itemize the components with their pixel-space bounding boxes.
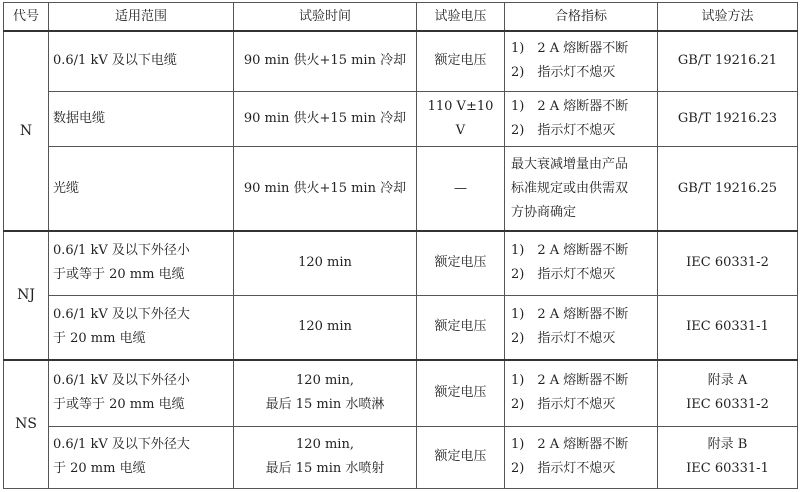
fire-resistance-test-table bbox=[3, 2, 798, 489]
criteria-cell-line: 1) 2 A 熔断器不断 bbox=[511, 437, 629, 453]
criteria-cell bbox=[505, 426, 658, 488]
scope-cell bbox=[49, 426, 234, 488]
test-method-cell-line: 附录 B bbox=[707, 437, 748, 453]
criteria-cell-line: 1) 2 A 熔断器不断 bbox=[511, 307, 629, 323]
criteria-cell-line: 标准规定或由供需双 bbox=[511, 180, 629, 196]
test-voltage-cell: 110 V±10 V bbox=[417, 91, 505, 147]
scope-cell bbox=[49, 91, 234, 147]
criteria-cell bbox=[505, 147, 658, 231]
scope-cell-line: 于或等于 20 mm 电缆 bbox=[53, 397, 185, 413]
scope-cell-line: 0.6/1 kV 及以下电缆 bbox=[53, 53, 177, 69]
test-method-cell bbox=[658, 426, 798, 488]
header-test-voltage: 试验电压 bbox=[417, 3, 505, 32]
table-row bbox=[4, 31, 798, 91]
test-voltage-cell: 额定电压 bbox=[417, 426, 505, 488]
test-time-cell-line: 90 min 供火+15 min 冷却 bbox=[243, 53, 407, 69]
test-time-cell bbox=[234, 426, 417, 488]
test-voltage-cell: 额定电压 bbox=[417, 231, 505, 295]
test-time-cell-line: 120 min, bbox=[296, 373, 354, 389]
scope-cell bbox=[49, 147, 234, 231]
test-time-cell bbox=[234, 31, 417, 91]
test-method-cell bbox=[658, 360, 798, 427]
criteria-cell-line: 2) 指示灯不熄灭 bbox=[511, 267, 616, 283]
scope-cell-line: 数据电缆 bbox=[53, 111, 106, 127]
test-method-cell bbox=[658, 31, 798, 91]
scope-cell-line: 0.6/1 kV 及以下外径小 bbox=[53, 243, 190, 259]
criteria-cell-line: 2) 指示灯不熄灭 bbox=[511, 65, 616, 81]
header-scope: 适用范围 bbox=[49, 3, 234, 32]
test-time-cell bbox=[234, 231, 417, 295]
scope-cell-line: 于 20 mm 电缆 bbox=[53, 461, 146, 477]
header-test-method: 试验方法 bbox=[658, 3, 798, 32]
test-voltage-cell: — bbox=[417, 147, 505, 231]
test-method-cell bbox=[658, 295, 798, 359]
scope-cell-line: 光缆 bbox=[53, 180, 80, 196]
test-method-cell-line: 附录 A bbox=[707, 373, 748, 389]
scope-cell-line: 0.6/1 kV 及以下外径大 bbox=[53, 437, 190, 453]
scope-cell bbox=[49, 231, 234, 295]
test-method-cell-line: GB/T 19216.25 bbox=[677, 180, 778, 196]
criteria-cell bbox=[505, 360, 658, 427]
test-method-cell-line: IEC 60331-2 bbox=[686, 397, 769, 413]
criteria-cell bbox=[505, 91, 658, 147]
scope-cell-line: 于 20 mm 电缆 bbox=[53, 331, 146, 347]
test-voltage-cell: 额定电压 bbox=[417, 295, 505, 359]
test-method-cell bbox=[658, 91, 798, 147]
test-time-cell-line: 90 min 供火+15 min 冷却 bbox=[243, 180, 407, 196]
criteria-cell-line: 1) 2 A 熔断器不断 bbox=[511, 243, 629, 259]
criteria-cell-line: 1) 2 A 熔断器不断 bbox=[511, 99, 629, 115]
test-time-cell-line: 120 min, bbox=[296, 437, 354, 453]
test-method-cell bbox=[658, 231, 798, 295]
test-method-cell-line: IEC 60331-1 bbox=[686, 461, 769, 477]
test-time-cell-line: 最后 15 min 水喷淋 bbox=[265, 397, 385, 413]
test-method-cell-line: IEC 60331-2 bbox=[686, 255, 769, 271]
header-criteria: 合格指标 bbox=[505, 3, 658, 32]
criteria-cell-line: 2) 指示灯不熄灭 bbox=[511, 331, 616, 347]
table-row bbox=[4, 147, 798, 231]
test-method-cell-line: GB/T 19216.23 bbox=[677, 111, 778, 127]
scope-cell-line: 0.6/1 kV 及以下外径小 bbox=[53, 373, 190, 389]
scope-cell bbox=[49, 295, 234, 359]
code-cell: NS bbox=[4, 360, 49, 489]
code-cell: N bbox=[4, 31, 49, 231]
criteria-cell-line: 2) 指示灯不熄灭 bbox=[511, 461, 616, 477]
test-time-cell bbox=[234, 360, 417, 427]
criteria-cell-line: 2) 指示灯不熄灭 bbox=[511, 397, 616, 413]
test-voltage-cell: 额定电压 bbox=[417, 31, 505, 91]
table-body bbox=[4, 31, 798, 489]
code-cell: NJ bbox=[4, 231, 49, 360]
table-row bbox=[4, 91, 798, 147]
table-row bbox=[4, 426, 798, 488]
criteria-cell bbox=[505, 31, 658, 91]
criteria-cell-line: 最大衰减增量由产品 bbox=[511, 156, 629, 172]
scope-cell-line: 于或等于 20 mm 电缆 bbox=[53, 267, 185, 283]
criteria-cell-line: 1) 2 A 熔断器不断 bbox=[511, 41, 629, 57]
criteria-cell bbox=[505, 295, 658, 359]
scope-cell bbox=[49, 31, 234, 91]
test-time-cell-line: 120 min bbox=[298, 255, 352, 271]
test-voltage-cell: 额定电压 bbox=[417, 360, 505, 427]
test-method-cell bbox=[658, 147, 798, 231]
criteria-cell-line: 方协商确定 bbox=[511, 204, 577, 220]
header-row bbox=[4, 3, 798, 32]
header-test-time: 试验时间 bbox=[234, 3, 417, 32]
table-row bbox=[4, 295, 798, 359]
test-time-cell bbox=[234, 147, 417, 231]
criteria-cell-line: 2) 指示灯不熄灭 bbox=[511, 123, 616, 139]
test-time-cell-line: 120 min bbox=[298, 319, 352, 335]
test-method-cell-line: IEC 60331-1 bbox=[686, 319, 769, 335]
test-time-cell bbox=[234, 295, 417, 359]
scope-cell-line: 0.6/1 kV 及以下外径大 bbox=[53, 307, 190, 323]
scope-cell bbox=[49, 360, 234, 427]
criteria-cell bbox=[505, 231, 658, 295]
criteria-cell-line: 1) 2 A 熔断器不断 bbox=[511, 373, 629, 389]
table-row bbox=[4, 360, 798, 427]
table-row bbox=[4, 231, 798, 295]
test-time-cell-line: 最后 15 min 水喷射 bbox=[265, 461, 385, 477]
test-time-cell-line: 90 min 供火+15 min 冷却 bbox=[243, 111, 407, 127]
test-time-cell bbox=[234, 91, 417, 147]
header-code: 代号 bbox=[4, 3, 49, 32]
test-method-cell-line: GB/T 19216.21 bbox=[677, 53, 778, 69]
